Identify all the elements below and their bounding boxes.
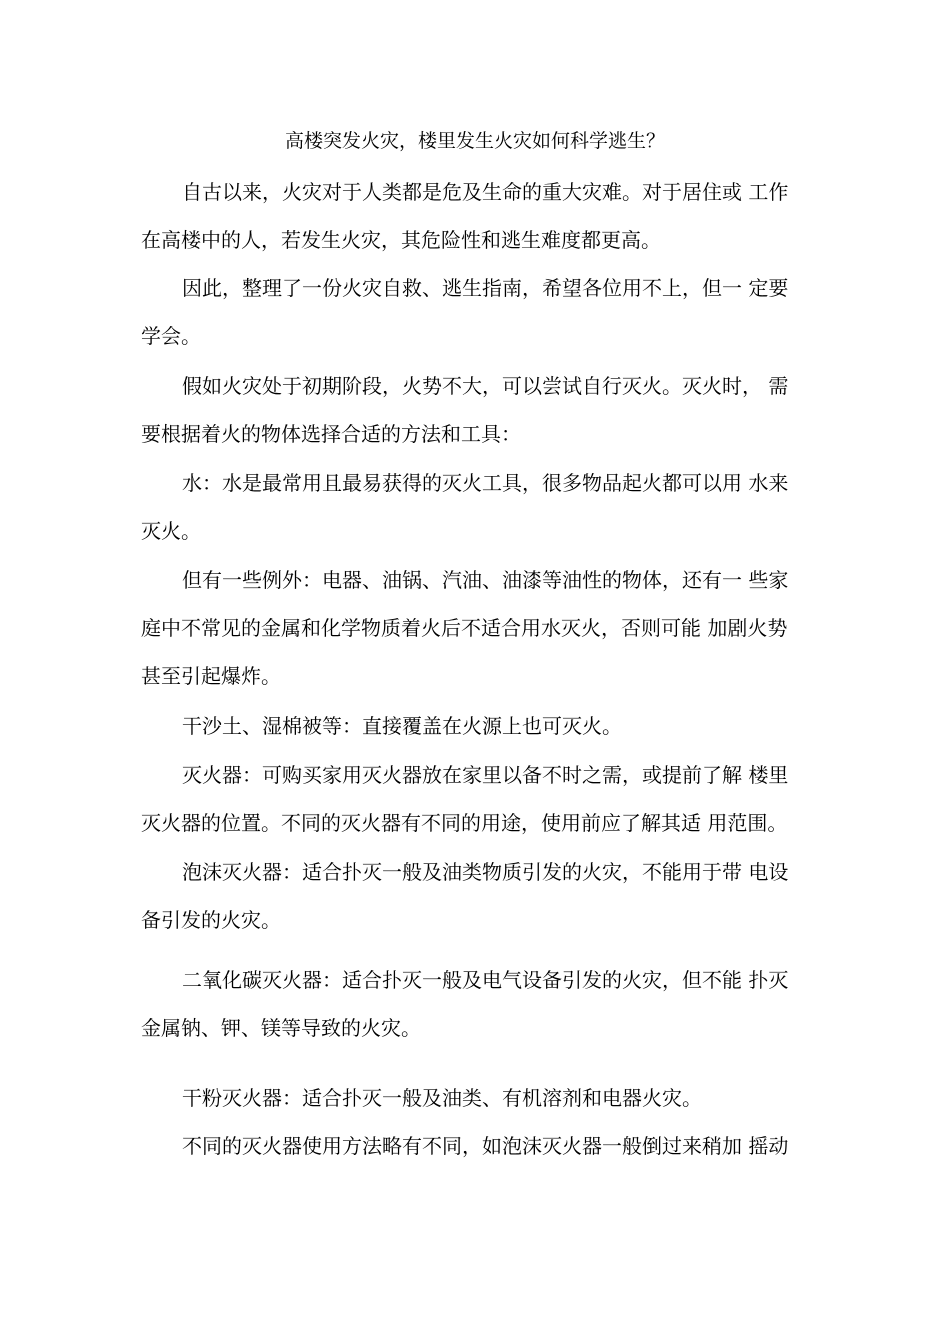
paragraph-line: 二氧化碳灭火器：适合扑灭一般及电气设备引发的火灾，但不能 扑灭 <box>182 968 789 992</box>
paragraph-line: 但有一些例外：电器、油锅、汽油、油漆等油性的物体，还有一 些家 <box>182 568 789 592</box>
paragraph-line: 要根据着火的物体选择合适的方法和工具： <box>141 422 521 446</box>
paragraph-line: 干粉灭火器：适合扑灭一般及油类、有机溶剂和电器火灾。 <box>182 1086 702 1110</box>
paragraph-line: 水：水是最常用且最易获得的灭火工具，很多物品起火都可以用 水来 <box>182 471 789 495</box>
paragraph-line: 因此，整理了一份火灾自救、逃生指南，希望各位用不上，但一 定要 <box>182 276 789 300</box>
document-title: 高楼突发火灾，楼里发生火灾如何科学逃生？ <box>284 130 665 152</box>
paragraph-line: 甚至引起爆炸。 <box>141 664 281 688</box>
paragraph-line: 灭火。 <box>141 519 201 543</box>
paragraph-line: 庭中不常见的金属和化学物质着火后不适合用水灭火，否则可能 加剧火势 <box>141 616 788 640</box>
paragraph-line: 金属钠、钾、镁等导致的火灾。 <box>141 1016 421 1040</box>
paragraph-line: 泡沫灭火器：适合扑灭一般及油类物质引发的火灾，不能用于带 电设 <box>182 860 789 884</box>
paragraph-line: 灭火器：可购买家用灭火器放在家里以备不时之需，或提前了解 楼里 <box>182 763 789 787</box>
paragraph-line: 备引发的火灾。 <box>141 908 281 932</box>
paragraph-line: 不同的灭火器使用方法略有不同，如泡沫灭火器一般倒过来稍加 摇动 <box>182 1134 789 1158</box>
paragraph-line: 干沙土、湿棉被等：直接覆盖在火源上也可灭火。 <box>182 714 622 738</box>
paragraph-line: 假如火灾处于初期阶段，火势不大，可以尝试自行灭火。灭火时， 需 <box>182 374 789 398</box>
paragraph-line: 灭火器的位置。不同的灭火器有不同的用途，使用前应了解其适 用范围。 <box>141 811 788 835</box>
paragraph-line: 学会。 <box>141 324 201 348</box>
paragraph-line: 在高楼中的人，若发生火灾，其危险性和逃生难度都更高。 <box>141 228 661 252</box>
paragraph-line: 自古以来，火灾对于人类都是危及生命的重大灾难。对于居住或 工作 <box>182 180 789 204</box>
